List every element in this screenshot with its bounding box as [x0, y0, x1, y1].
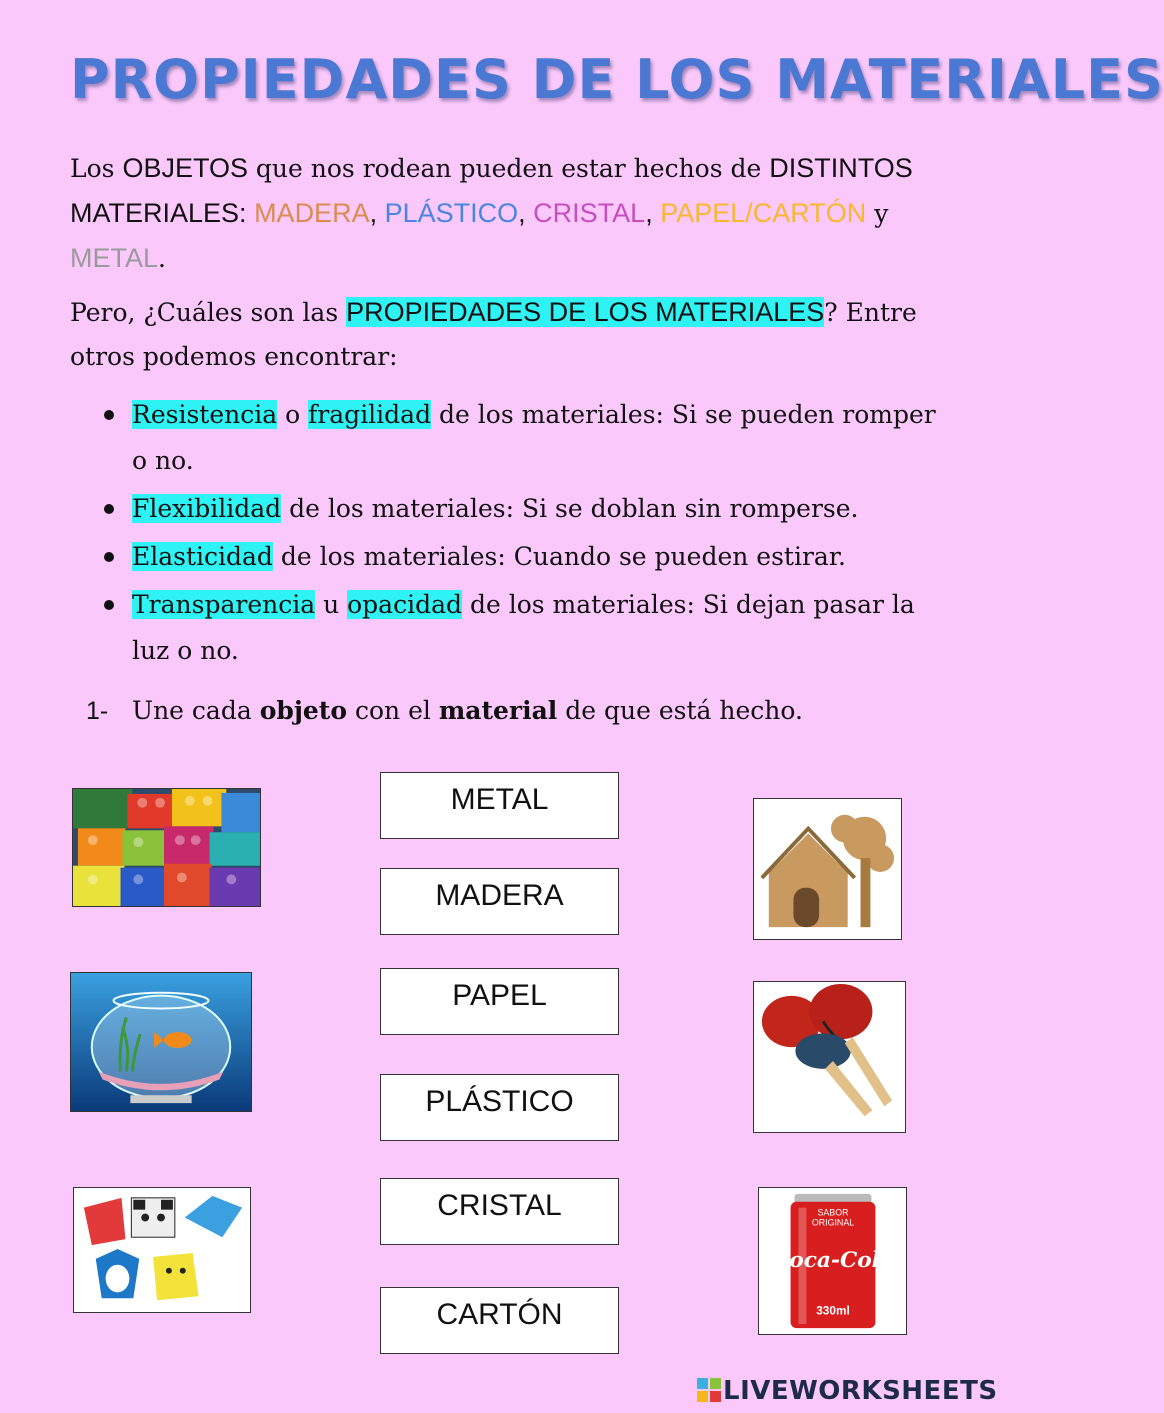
bullet-icon: [104, 410, 114, 420]
material-papel-carton: PAPEL/CARTÓN: [660, 198, 867, 228]
intro-objetos: OBJETOS: [122, 153, 248, 183]
can-sabor: SABOR: [817, 1207, 849, 1218]
material-madera: MADERA: [254, 198, 370, 228]
bullet-icon: [104, 552, 114, 562]
can-brand: Coca-Cola: [771, 1247, 895, 1273]
material-metal: METAL: [70, 243, 159, 273]
liveworksheets-logo[interactable]: [697, 1376, 998, 1406]
properties-list: [100, 392, 940, 676]
question-paragraph: Pero, ¿Cuáles son las PROPIEDADES DE LOS MATERIALES? Entre otros podemos encontrar:: [70, 297, 917, 371]
can-volume: 330ml: [816, 1303, 850, 1318]
intro-distintos: DISTINTOS MATERIALES: [70, 153, 913, 228]
intro-text: que nos rodean pueden estar hechos de: [247, 154, 770, 183]
material-box-carton[interactable]: CARTÓN: [380, 1287, 619, 1354]
material-cristal: CRISTAL: [533, 198, 646, 228]
logo-text: LIVEWORKSHEETS: [723, 1376, 998, 1406]
material-box-metal[interactable]: METAL: [380, 772, 619, 839]
page-title: PROPIEDADES DE LOS MATERIALES: [70, 48, 1164, 111]
lego-bricks-icon[interactable]: [72, 788, 261, 907]
intro-paragraph: Los OBJETOS que nos rodean pueden estar hechos de DISTINTOS MATERIALES: MADERA, PLÁSTICO, CRISTAL, PAPEL/CARTÓN y METAL.: [70, 153, 913, 273]
bullet-icon: [104, 504, 114, 514]
property-item: Resistencia o fragilidad de los materiales: Si se pueden romper o no.: [100, 392, 940, 484]
can-original: ORIGINAL: [811, 1217, 855, 1228]
task-instruction: 1- Une cada objeto con el material de que está hecho.: [86, 696, 803, 725]
fish-bowl-icon[interactable]: [70, 972, 252, 1112]
material-box-plastico[interactable]: PLÁSTICO: [380, 1074, 619, 1141]
maracas-icon[interactable]: [753, 981, 906, 1133]
material-plastico: PLÁSTICO: [384, 198, 519, 228]
intro-text: Los: [70, 154, 123, 183]
property-item: Elasticidad de los materiales: Cuando se pueden estirar.: [100, 534, 940, 580]
liveworksheets-logo-icon: [697, 1378, 721, 1402]
origami-animals-icon[interactable]: [73, 1187, 251, 1313]
material-box-cristal[interactable]: CRISTAL: [380, 1178, 619, 1245]
material-box-papel[interactable]: PAPEL: [380, 968, 619, 1035]
property-item: Transparencia u opacidad de los materiales: Si dejan pasar la luz o no.: [100, 582, 940, 674]
bullet-icon: [104, 600, 114, 610]
cardboard-house-icon[interactable]: [753, 798, 902, 940]
property-item: Flexibilidad de los materiales: Si se doblan sin romperse.: [100, 486, 940, 532]
question-highlight: PROPIEDADES DE LOS MATERIALES: [346, 297, 825, 327]
soda-can-icon[interactable]: [758, 1187, 907, 1335]
material-box-madera[interactable]: MADERA: [380, 868, 619, 935]
